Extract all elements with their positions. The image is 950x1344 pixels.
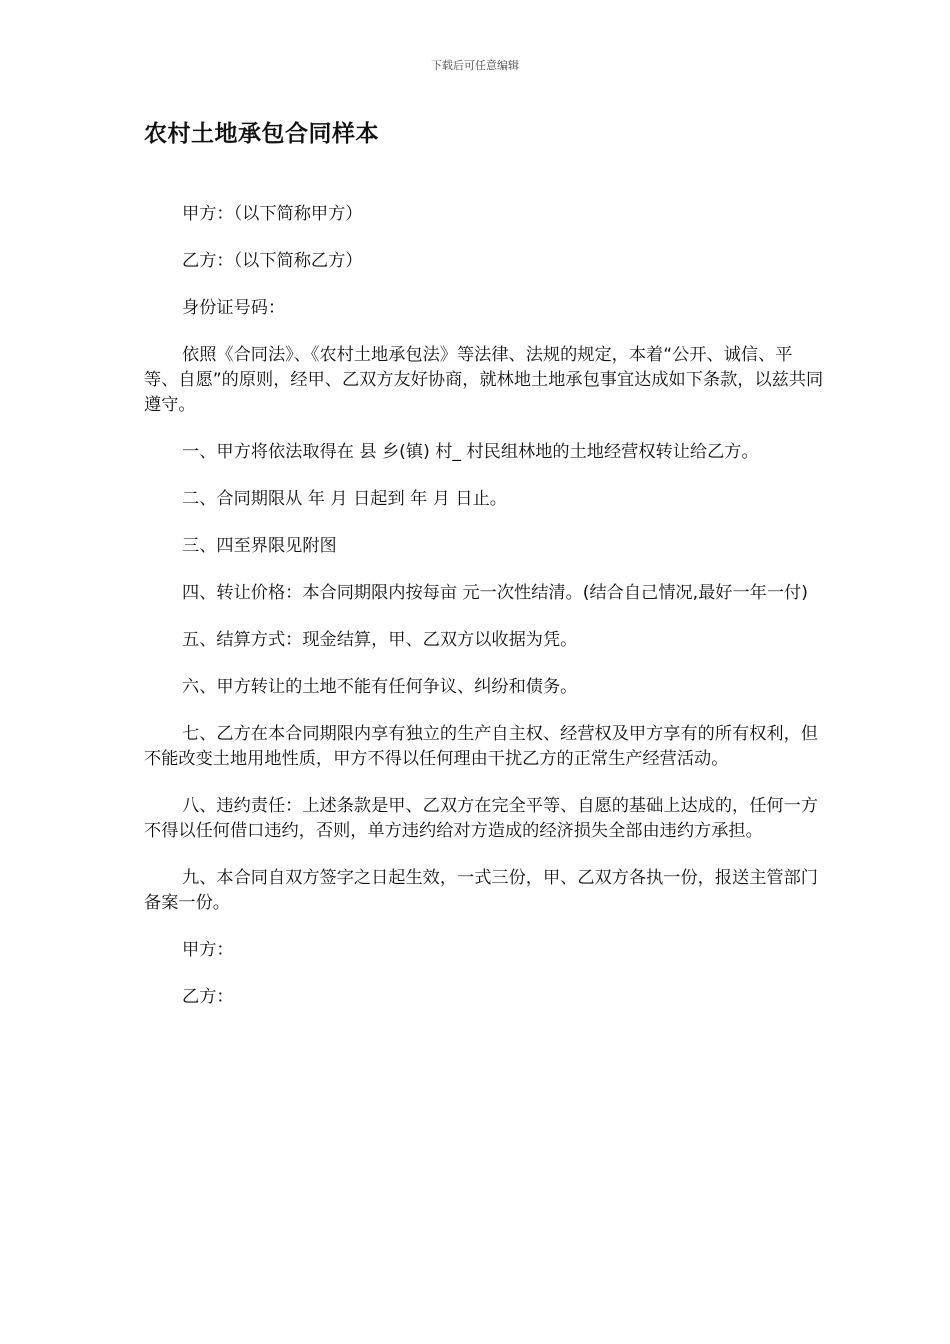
- header-note: 下载后可任意编辑: [431, 59, 519, 72]
- document-body: [144, 118, 824, 1032]
- clause-1: 一、甲方将依法取得在 县 乡(镇) 村_ 村民组林地的土地经营权转让给乙方。: [182, 442, 759, 462]
- party-b-line: 乙方：（以下简称乙方）: [182, 251, 363, 271]
- signature-party-b: 乙方：: [182, 987, 234, 1007]
- clause-3: 三、四至界限见附图: [182, 536, 337, 556]
- document-title: 农村土地承包合同样本: [144, 121, 379, 147]
- clause-8: 八、违约责任：上述条款是甲、乙双方在完全平等、自愿的基础上达成的，任何一方不得以任何借口违约，否则，单方违约给对方造成的经济损失全部由违约方承担。: [144, 796, 818, 841]
- clause-6: 六、甲方转让的土地不能有任何争议、纠纷和债务。: [182, 677, 578, 697]
- preamble-paragraph: 依照《合同法》、《农村土地承包法》等法律、法规的规定，本着“公开、诚信、平等、自愿”的原则，经甲、乙双方友好协商，就林地土地承包事宜达成如下条款，以兹共同遵守。: [144, 345, 824, 415]
- signature-party-a: 甲方：: [182, 940, 234, 960]
- clause-9: 九、本合同自双方签字之日起生效，一式三份，甲、乙双方各执一份，报送主管部门备案一份。: [144, 868, 818, 913]
- clause-4: 四、转让价格：本合同期限内按每亩 元一次性结清。(结合自己情况,最好一年一付): [182, 583, 808, 603]
- clause-7: 七、乙方在本合同期限内享有独立的生产自主权、经营权及甲方享有的所有权利，但不能改变土地用地性质，甲方不得以任何理由干扰乙方的正常生产经营活动。: [144, 724, 818, 769]
- party-a-line: 甲方：（以下简称甲方）: [182, 204, 363, 224]
- clause-5: 五、结算方式：现金结算，甲、乙双方以收据为凭。: [182, 630, 578, 650]
- id-number-line: 身份证号码：: [182, 298, 286, 318]
- clause-2: 二、合同期限从 年 月 日起到 年 月 日止。: [182, 489, 507, 509]
